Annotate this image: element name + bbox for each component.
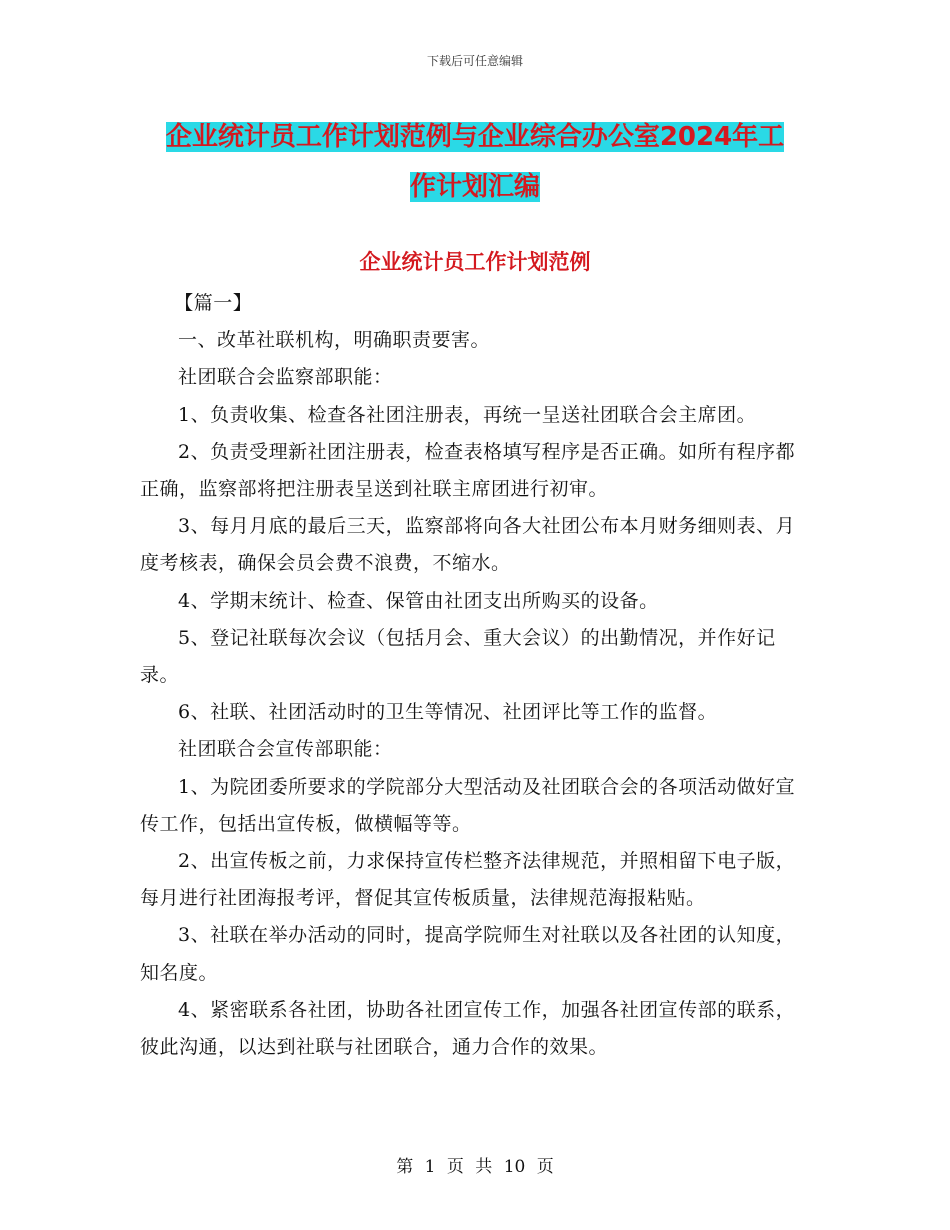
page-number-footer: 第 1 页 共 10 页: [396, 1157, 554, 1177]
paragraph: 4、学期末统计、检查、保管由社团支出所购买的设备。: [178, 589, 659, 612]
section-title: 企业统计员工作计划范例: [359, 250, 591, 274]
paragraph: 6、社联、社团活动时的卫生等情况、社团评比等工作的监督。: [178, 701, 718, 724]
paragraph: 3、社联在举办活动的同时，提高学院师生对社联以及各社团的认知度，知名度。: [140, 924, 796, 984]
document-title-line-1: 企业统计员工作计划范例与企业综合办公室2024年工: [165, 122, 785, 152]
paragraph: 社团联合会监察部职能：: [178, 366, 393, 389]
document-title-line-2: 作计划汇编: [409, 172, 540, 202]
paragraph-part-heading: 【篇一】: [174, 292, 253, 314]
paragraph: 5、登记社联每次会议（包括月会、重大会议）的出勤情况，并作好记录。: [140, 626, 776, 687]
paragraph: 2、出宣传板之前，力求保持宣传栏整齐法律规范，并照相留下电子版，每月进行社团海报考评，督促其宣传板质量，法律规范海报粘贴。: [140, 850, 796, 910]
document-title: [140, 112, 810, 212]
body-text: [140, 285, 810, 1066]
paragraph: 1、负责收集、检查各社团注册表，再统一呈送社团联合会主席团。: [178, 403, 757, 426]
paragraph: 2、负责受理新社团注册表，检查表格填写程序是否正确。如所有程序都正确，监察部将把注册表呈送到社联主席团进行初审。: [140, 440, 796, 501]
header-note: 下载后可任意编辑: [426, 54, 523, 68]
paragraph: 一、改革社联机构，明确职责要害。: [178, 329, 491, 352]
paragraph: 社团联合会宣传部职能：: [178, 738, 393, 761]
paragraph: 1、为院团委所要求的学院部分大型活动及社团联合会的各项活动做好宣传工作，包括出宣传板，做横幅等等。: [140, 775, 796, 835]
paragraph: 3、每月月底的最后三天，监察部将向各大社团公布本月财务细则表、月度考核表，确保会员会费不浪费，不缩水。: [140, 515, 796, 575]
paragraph: 4、紧密联系各社团，协助各社团宣传工作，加强各社团宣传部的联系，彼此沟通，以达到社联与社团联合，通力合作的效果。: [140, 998, 796, 1059]
